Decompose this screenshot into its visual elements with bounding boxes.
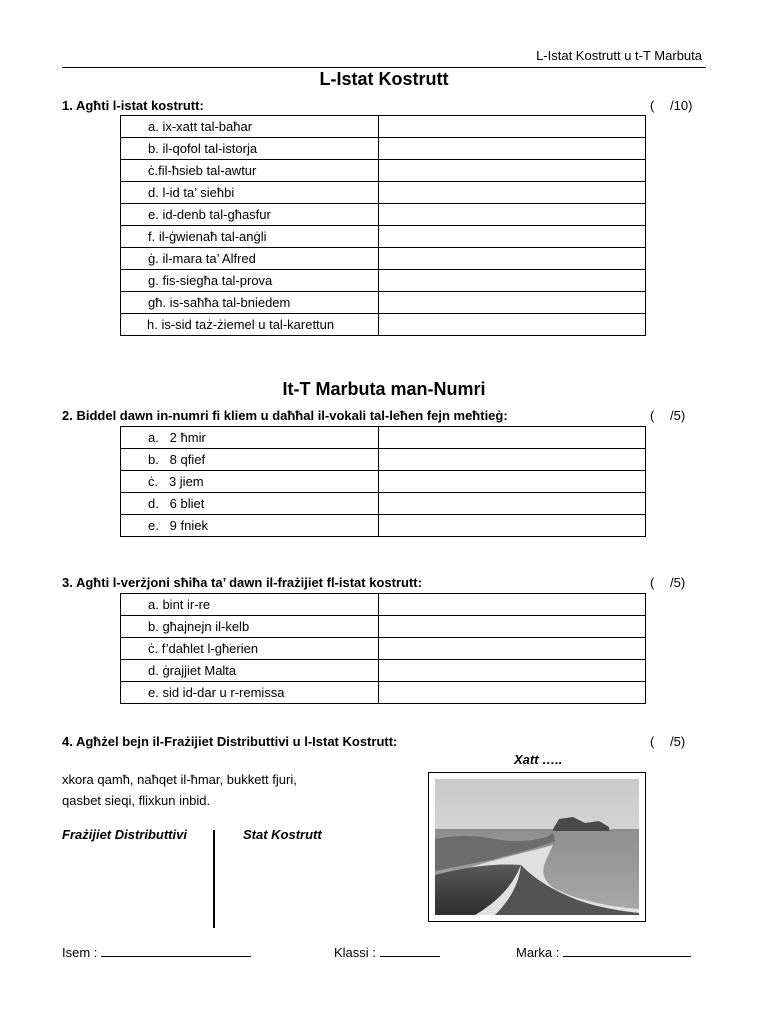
table-row — [121, 138, 646, 160]
name-underline[interactable] — [101, 943, 251, 957]
table-row — [121, 682, 646, 704]
answer-cell[interactable] — [379, 248, 646, 270]
table-row — [121, 160, 646, 182]
answer-cell[interactable] — [379, 270, 646, 292]
phrase-cell: b. għajnejn il-kelb — [121, 616, 379, 638]
header-divider — [62, 67, 706, 68]
phrase-cell: e. sid id-dar u r-remissa — [121, 682, 379, 704]
question-3-table — [120, 593, 646, 704]
column-divider — [213, 830, 215, 928]
table-row — [121, 660, 646, 682]
question-2-score — [650, 408, 685, 423]
phrase-cell: e. id-denb tal-għasfur — [121, 204, 379, 226]
table-row — [121, 182, 646, 204]
table-row — [121, 449, 646, 471]
mark-field[interactable] — [516, 943, 691, 960]
phrase-cell: ċ.fil-ħsieb tal-awtur — [121, 160, 379, 182]
table-row — [121, 270, 646, 292]
phrase-cell: b. il-qofol tal-istorja — [121, 138, 379, 160]
question-1-table — [120, 115, 646, 336]
phrase-cell: d. ġrajjiet Malta — [121, 660, 379, 682]
question-1-score — [650, 98, 692, 113]
phrase-cell: a. bint ir-re — [121, 594, 379, 616]
answer-cell[interactable] — [379, 427, 646, 449]
coastline-photo-icon — [435, 779, 639, 915]
score-total: /5) — [670, 408, 686, 423]
table-row — [121, 493, 646, 515]
table-row — [121, 427, 646, 449]
question-4-score — [650, 734, 685, 749]
answer-cell[interactable] — [379, 314, 646, 336]
table-row — [121, 292, 646, 314]
phrase-cell: f. il-ġwienaħ tal-anġli — [121, 226, 379, 248]
section-title-istat-kostrutt: L-Istat Kostrutt — [319, 69, 449, 89]
score-open: ( — [650, 408, 655, 423]
word-list-line: xkora qamħ, naħqet il-ħmar, bukkett fjuri, — [62, 772, 297, 787]
number-cell: e. 9 fniek — [121, 515, 379, 537]
column-heading-distributive: Frażijiet Distributtivi — [62, 827, 187, 842]
answer-cell[interactable] — [379, 682, 646, 704]
name-label: Isem : — [62, 945, 98, 960]
answer-cell[interactable] — [379, 449, 646, 471]
number-cell: d. 6 bliet — [121, 493, 379, 515]
section-title-t-marbuta: It-T Marbuta man-Numri — [282, 379, 486, 399]
table-row — [121, 594, 646, 616]
answer-cell[interactable] — [379, 138, 646, 160]
phrase-cell: h. is-sid taż-żiemel u tal-karettun — [121, 314, 379, 336]
score-total: /10) — [670, 98, 693, 113]
score-total: /5) — [670, 734, 686, 749]
question-3-prompt: 3. Agħti l-verżjoni sħiħa ta’ dawn il-frażijiet fl-istat kostrutt: — [62, 575, 422, 590]
answer-cell[interactable] — [379, 471, 646, 493]
number-cell: ċ. 3 jiem — [121, 471, 379, 493]
name-field[interactable] — [62, 943, 251, 960]
phrase-cell: ġ. il-mara ta’ Alfred — [121, 248, 379, 270]
table-row — [121, 471, 646, 493]
running-header: L-Istat Kostrutt u t-T Marbuta — [536, 48, 702, 63]
class-underline[interactable] — [380, 943, 440, 957]
answer-cell[interactable] — [379, 638, 646, 660]
phrase-cell: ċ. f’daħlet l-għerien — [121, 638, 379, 660]
class-field[interactable] — [334, 943, 440, 960]
table-row — [121, 314, 646, 336]
question-2-prompt: 2. Biddel dawn in-numri fi kliem u daħħal il-vokali tal-leħen fejn meħtieġ: — [62, 408, 508, 423]
table-row — [121, 204, 646, 226]
question-1-prompt: 1. Agħti l-istat kostrutt: — [62, 98, 204, 113]
answer-cell[interactable] — [379, 493, 646, 515]
table-row — [121, 226, 646, 248]
answer-cell[interactable] — [379, 182, 646, 204]
answer-cell[interactable] — [379, 160, 646, 182]
score-open: ( — [650, 575, 655, 590]
photo-caption: Xatt ….. — [514, 752, 563, 767]
phrase-cell: g. fis-siegħa tal-prova — [121, 270, 379, 292]
number-cell: b. 8 qfief — [121, 449, 379, 471]
score-total: /5) — [670, 575, 686, 590]
question-3-score — [650, 575, 685, 590]
answer-cell[interactable] — [379, 204, 646, 226]
answer-cell[interactable] — [379, 594, 646, 616]
answer-cell[interactable] — [379, 292, 646, 314]
word-list — [62, 769, 297, 811]
score-open: ( — [650, 734, 655, 749]
phrase-cell: għ. is-saħħa tal-bniedem — [121, 292, 379, 314]
answer-cell[interactable] — [379, 116, 646, 138]
class-label: Klassi : — [334, 945, 376, 960]
table-row — [121, 248, 646, 270]
number-cell: a. 2 ħmir — [121, 427, 379, 449]
table-row — [121, 116, 646, 138]
phrase-cell: a. ix-xatt tal-baħar — [121, 116, 379, 138]
table-row — [121, 616, 646, 638]
phrase-cell: d. l-id ta’ sieħbi — [121, 182, 379, 204]
word-list-line: qasbet sieqi, flixkun inbid. — [62, 793, 211, 808]
answer-cell[interactable] — [379, 660, 646, 682]
column-heading-construct-state: Stat Kostrutt — [243, 827, 322, 842]
question-2-table — [120, 426, 646, 537]
answer-cell[interactable] — [379, 515, 646, 537]
answer-cell[interactable] — [379, 616, 646, 638]
mark-underline[interactable] — [563, 943, 691, 957]
table-row — [121, 638, 646, 660]
table-row — [121, 515, 646, 537]
answer-cell[interactable] — [379, 226, 646, 248]
question-4-prompt: 4. Agħżel bejn il-Frażijiet Distributtivi u l-Istat Kostrutt: — [62, 734, 398, 749]
mark-label: Marka : — [516, 945, 560, 960]
coastline-photo — [428, 772, 646, 922]
score-open: ( — [650, 98, 655, 113]
